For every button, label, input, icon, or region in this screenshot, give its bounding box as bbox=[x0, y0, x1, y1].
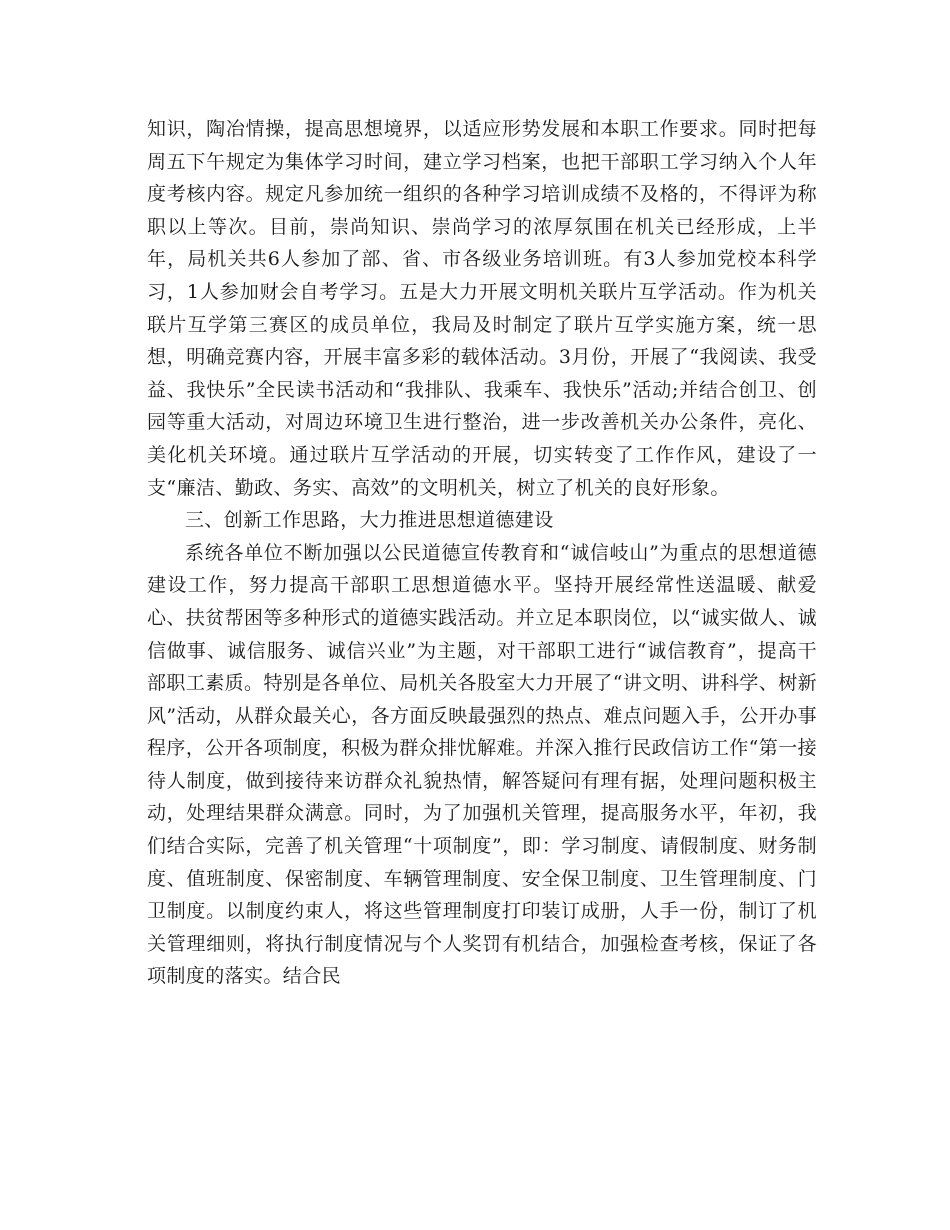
document-body bbox=[147, 113, 817, 993]
paragraph-learning-activities: 知识，陶冶情操，提高思想境界，以适应形势发展和本职工作要求。同时把每周五下午规定为集体学习时间，建立学习档案，也把干部职工学习纳入个人年度考核内容。规定凡参加统一组织的各种学习培训成绩不及格的，不得评为称职以上等次。目前，崇尚知识、崇尚学习的浓厚氛围在机关已经形成，上半年，局机关共6人参加了部、省、市各级业务培训班。有3人参加党校本科学习，1人参加财会自考学习。五是大力开展文明机关联片互学活动。作为机关联片互学第三赛区的成员单位，我局及时制定了联片互学实施方案，统一思想，明确竞赛内容，开展丰富多彩的载体活动。3月份，开展了“我阅读、我受益、我快乐”全民读书活动和“我排队、我乘车、我快乐”活动;并结合创卫、创园等重大活动，对周边环境卫生进行整治，进一步改善机关办公条件，亮化、美化机关环境。通过联片互学活动的开展，切实转变了工作作风，建设了一支“廉洁、勤政、务实、高效”的文明机关，树立了机关的良好形象。 bbox=[147, 118, 817, 499]
section-heading-moral-construction: 三、创新工作思路，大力推进思想道德建设 bbox=[185, 509, 554, 532]
paragraph-moral-construction: 系统各单位不断加强以公民道德宣传教育和“诚信岐山”为重点的思想道德建设工作，努力提高干部职工思想道德水平。坚持开展经常性送温暖、献爱心、扶贫帮困等多种形式的道德实践活动。并立足本职岗位，以“诚实做人、诚信做事、诚信服务、诚信兴业”为主题，对干部职工进行“诚信教育”，提高干部职工素质。特别是各单位、局机关各股室大力开展了“讲文明、讲科学、树新风”活动，从群众最关心，各方面反映最强烈的热点、难点问题入手，公开办事程序，公开各项制度，积极为群众排忧解难。并深入推行民政信访工作“第一接待人制度，做到接待来访群众礼貌热情，解答疑问有理有据，处理问题积极主动，处理结果群众满意。同时，为了加强机关管理，提高服务水平，年初，我们结合实际，完善了机关管理“十项制度”，即：学习制度、请假制度、财务制度、值班制度、保密制度、车辆管理制度、安全保卫制度、卫生管理制度、门卫制度。以制度约束人，将这些管理制度打印装订成册，人手一份，制订了机关管理细则，将执行制度情况与个人奖罚有机结合，加强检查考核，保证了各项制度的落实。结合民 bbox=[147, 541, 817, 988]
